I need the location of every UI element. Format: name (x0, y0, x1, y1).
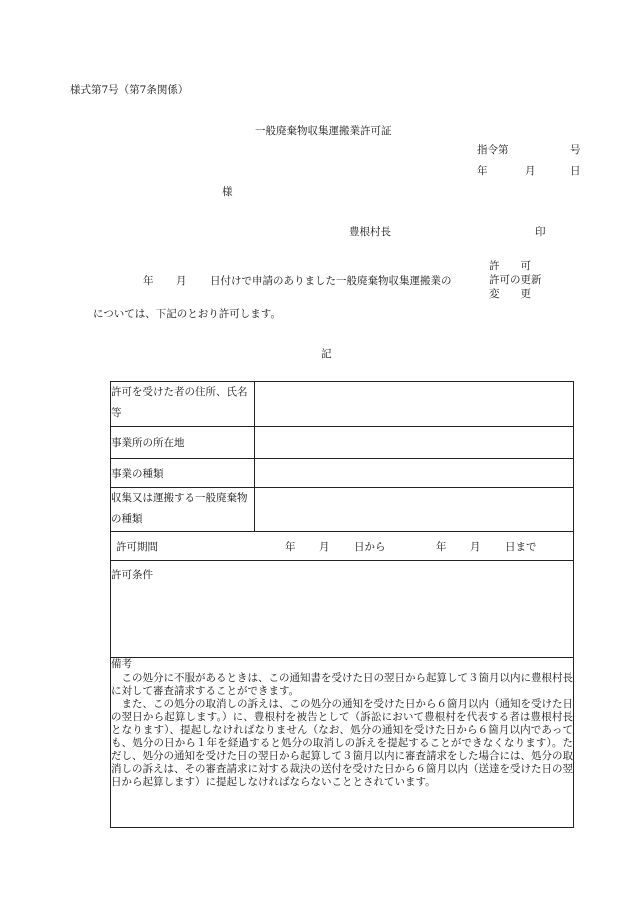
seal-mark: 印 (535, 226, 546, 238)
date-month: 月 (525, 165, 536, 177)
designation-suffix: 号 (570, 144, 581, 156)
period-to-year: 年 (436, 541, 447, 553)
period-from-year: 年 (285, 541, 296, 553)
document-title: 一般廃棄物収集運搬業許可証 (255, 125, 392, 137)
row-value-business-type (255, 459, 574, 488)
application-continuation: については、下記のとおり許可します。 (93, 308, 281, 320)
row-value-office-location (255, 427, 574, 459)
permit-conditions-label: 許可条件 (111, 569, 153, 581)
date-year: 年 (477, 165, 488, 177)
option-change: 変 更 (489, 288, 531, 300)
addressee-suffix: 様 (222, 186, 233, 198)
notes-paragraph-1: この処分に不服があるときは、この通知書を受けた日の翌日から起算して３箇月以内に豊根村長に対して審査請求することができます。 (111, 672, 573, 697)
option-permit: 許 可 (489, 260, 531, 272)
row-label-office-location: 事業所の所在地 (111, 427, 255, 459)
notes-paragraph-2: また、この処分の取消しの訴えは、この処分の通知を受けた日から６箇月以内（通知を受けた日の翌日から起算します。）に、豊根村を被告として（訴訟において豊根村を代表する者は豊根村長となります）、提起しなければなりません（なお、処分の通知を受けた日から６箇月以内であっても、処分の日から１年を経過すると処分の取消しの訴えを提起することができなくなります）。ただし、処分の通知を受けた日の翌日から起算して３箇月以内に審査請求をした場合には、処分の取消しの訴えは、その審査請求に対する裁決の送付を受けた日から６箇月以内（送達を受けた日の翌日から起算します）に提起しなければならないこととされています。 (111, 698, 573, 788)
notes-title: 備考 (111, 658, 132, 670)
table-row (111, 382, 574, 427)
row-value-applicant (255, 382, 574, 427)
table-row (111, 459, 574, 488)
notes-cell (111, 658, 574, 828)
permit-details-table (110, 381, 574, 828)
period-from-month: 月 (319, 541, 330, 553)
ki-heading: 記 (321, 348, 332, 360)
option-renewal: 許可の更新 (489, 274, 542, 286)
application-month: 月 (176, 275, 187, 287)
row-value-waste-type (255, 488, 574, 532)
row-label-applicant: 許可を受けた者の住所、氏名等 (111, 382, 255, 427)
row-label-waste-type: 収集又は運搬する一般廃棄物の種類 (111, 488, 255, 532)
table-row (111, 532, 574, 561)
permit-conditions-cell (111, 561, 574, 658)
table-row (111, 658, 574, 828)
table-row (111, 427, 574, 459)
designation-label: 指令第 (477, 144, 509, 156)
permit-period-cell (111, 532, 574, 561)
period-to-month: 月 (470, 541, 481, 553)
period-from-suffix: 日から (354, 541, 386, 553)
application-year: 年 (143, 275, 154, 287)
period-to-suffix: 日まで (505, 541, 537, 553)
date-day: 日 (570, 165, 581, 177)
table-row (111, 488, 574, 532)
table-row (111, 561, 574, 658)
application-text: 日付けで申請のありました一般廃棄物収集運搬業の (210, 275, 452, 287)
form-number: 様式第7号（第7条関係） (70, 84, 189, 96)
row-label-business-type: 事業の種類 (111, 459, 255, 488)
permit-period-label: 許可期間 (116, 541, 158, 553)
issuer-name: 豊根村長 (349, 226, 391, 238)
